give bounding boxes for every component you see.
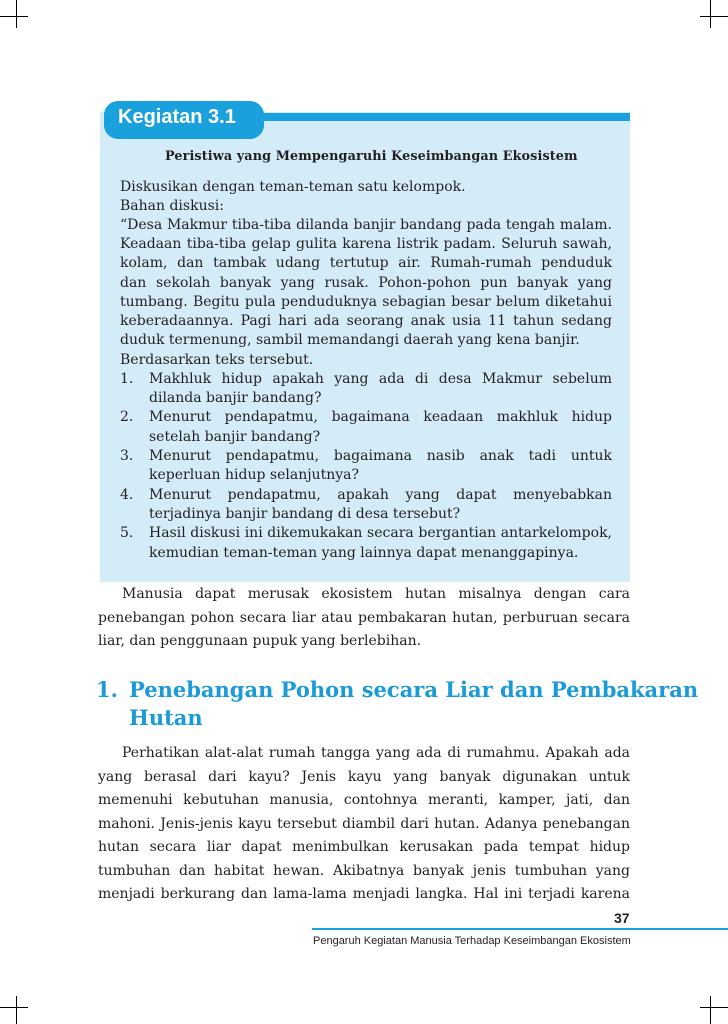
question-text: setelah banjir bandang? — [149, 429, 321, 445]
crop-mark — [0, 16, 28, 17]
question-number: 1. — [120, 371, 134, 387]
question-number: 2. — [120, 409, 134, 425]
activity-text-line: Berdasarkan teks tersebut. — [120, 352, 314, 368]
question-text: Menurut pendapatmu, bagaimana nasib anak tadi untuk — [149, 448, 612, 464]
crop-mark — [710, 0, 711, 28]
paragraph-line: hutan secara liar dapat menimbulkan kerusakan pada tempat hidup — [98, 839, 630, 855]
activity-text-line: Bahan diskusi: — [120, 198, 224, 214]
activity-label-tab — [104, 101, 264, 139]
crop-mark — [16, 996, 17, 1024]
activity-text-line: kolam, dan tambak udang tertutup air. Rumah-rumah penduduk — [120, 255, 612, 271]
paragraph-line: Perhatikan alat-alat rumah tangga yang ada di rumahmu. Apakah ada — [122, 745, 630, 761]
paragraph-line: liar, dan penggunaan pupuk yang berlebihan. — [98, 633, 422, 649]
section-heading-cont: Hutan — [129, 705, 203, 730]
activity-header-bar — [264, 113, 630, 121]
activity-text-line: “Desa Makmur tiba-tiba dilanda banjir bandang pada tengah malam. — [120, 217, 612, 233]
paragraph-line: Manusia dapat merusak ekosistem hutan misalnya dengan cara — [122, 586, 630, 602]
paragraph-line: menjadi berkurang dan lama-lama menjadi langka. Hal ini terjadi karena — [98, 886, 630, 902]
question-text: Makhluk hidup apakah yang ada di desa Makmur sebelum — [149, 371, 612, 387]
paragraph-line: memenuhi kebutuhan manusia, contohnya meranti, kamper, jati, dan — [98, 792, 630, 808]
activity-title: Peristiwa yang Mempengaruhi Keseimbangan Ekosistem — [165, 149, 578, 164]
question-text: kemudian teman-teman yang lainnya dapat menanggapinya. — [149, 545, 579, 561]
question-text: Hasil diskusi ini dikemukakan secara bergantian antarkelompok, — [149, 525, 612, 541]
activity-label: Kegiatan 3.1 — [118, 106, 236, 128]
crop-mark — [700, 1007, 728, 1008]
question-number: 5. — [120, 525, 134, 541]
activity-text-line: dan sekolah banyak yang rusak. Pohon-pohon pun banyak yang — [120, 275, 612, 291]
activity-text-line: keberadaannya. Pagi hari ada seorang anak usia 11 tahun sedang — [120, 313, 612, 329]
paragraph-line: mahoni. Jenis-jenis kayu tersebut diambil dari hutan. Adanya penebangan — [98, 816, 630, 832]
question-text: Menurut pendapatmu, apakah yang dapat menyebabkan — [149, 487, 612, 503]
section-heading: Penebangan Pohon secara Liar dan Pembakaran — [129, 677, 699, 702]
footer-rule — [312, 928, 728, 930]
question-text: Menurut pendapatmu, bagaimana keadaan makhluk hidup — [149, 409, 612, 425]
question-number: 4. — [120, 487, 134, 503]
activity-text-line: Keadaan tiba-tiba gelap gulita karena listrik padam. Seluruh sawah, — [120, 236, 612, 252]
question-number: 3. — [120, 448, 134, 464]
crop-mark — [700, 16, 728, 17]
question-text: keperluan hidup selanjutnya? — [149, 467, 359, 483]
paragraph-line: penebangan pohon secara liar atau pembakaran hutan, perburuan secara — [98, 610, 630, 626]
question-text: dilanda banjir bandang? — [149, 390, 322, 406]
crop-mark — [16, 0, 17, 28]
section-number: 1. — [96, 677, 118, 702]
crop-mark — [710, 996, 711, 1024]
activity-text-line: Diskusikan dengan teman-teman satu kelompok. — [120, 179, 466, 195]
question-text: terjadinya banjir bandang di desa tersebut? — [149, 506, 461, 522]
activity-text-line: tumbang. Begitu pula penduduknya sebagian besar belum diketahui — [120, 294, 612, 310]
crop-mark — [0, 1007, 28, 1008]
running-title: Pengaruh Kegiatan Manusia Terhadap Keseimbangan Ekosistem — [313, 935, 631, 947]
paragraph-line: tumbuhan dan habitat hewan. Akibatnya banyak jenis tumbuhan yang — [98, 863, 630, 879]
paragraph-line: yang berasal dari kayu? Jenis kayu yang banyak digunakan untuk — [98, 769, 630, 785]
activity-text-line: duduk termenung, sambil memandangi daerah yang kena banjir. — [120, 332, 580, 348]
page-number: 37 — [614, 910, 630, 926]
